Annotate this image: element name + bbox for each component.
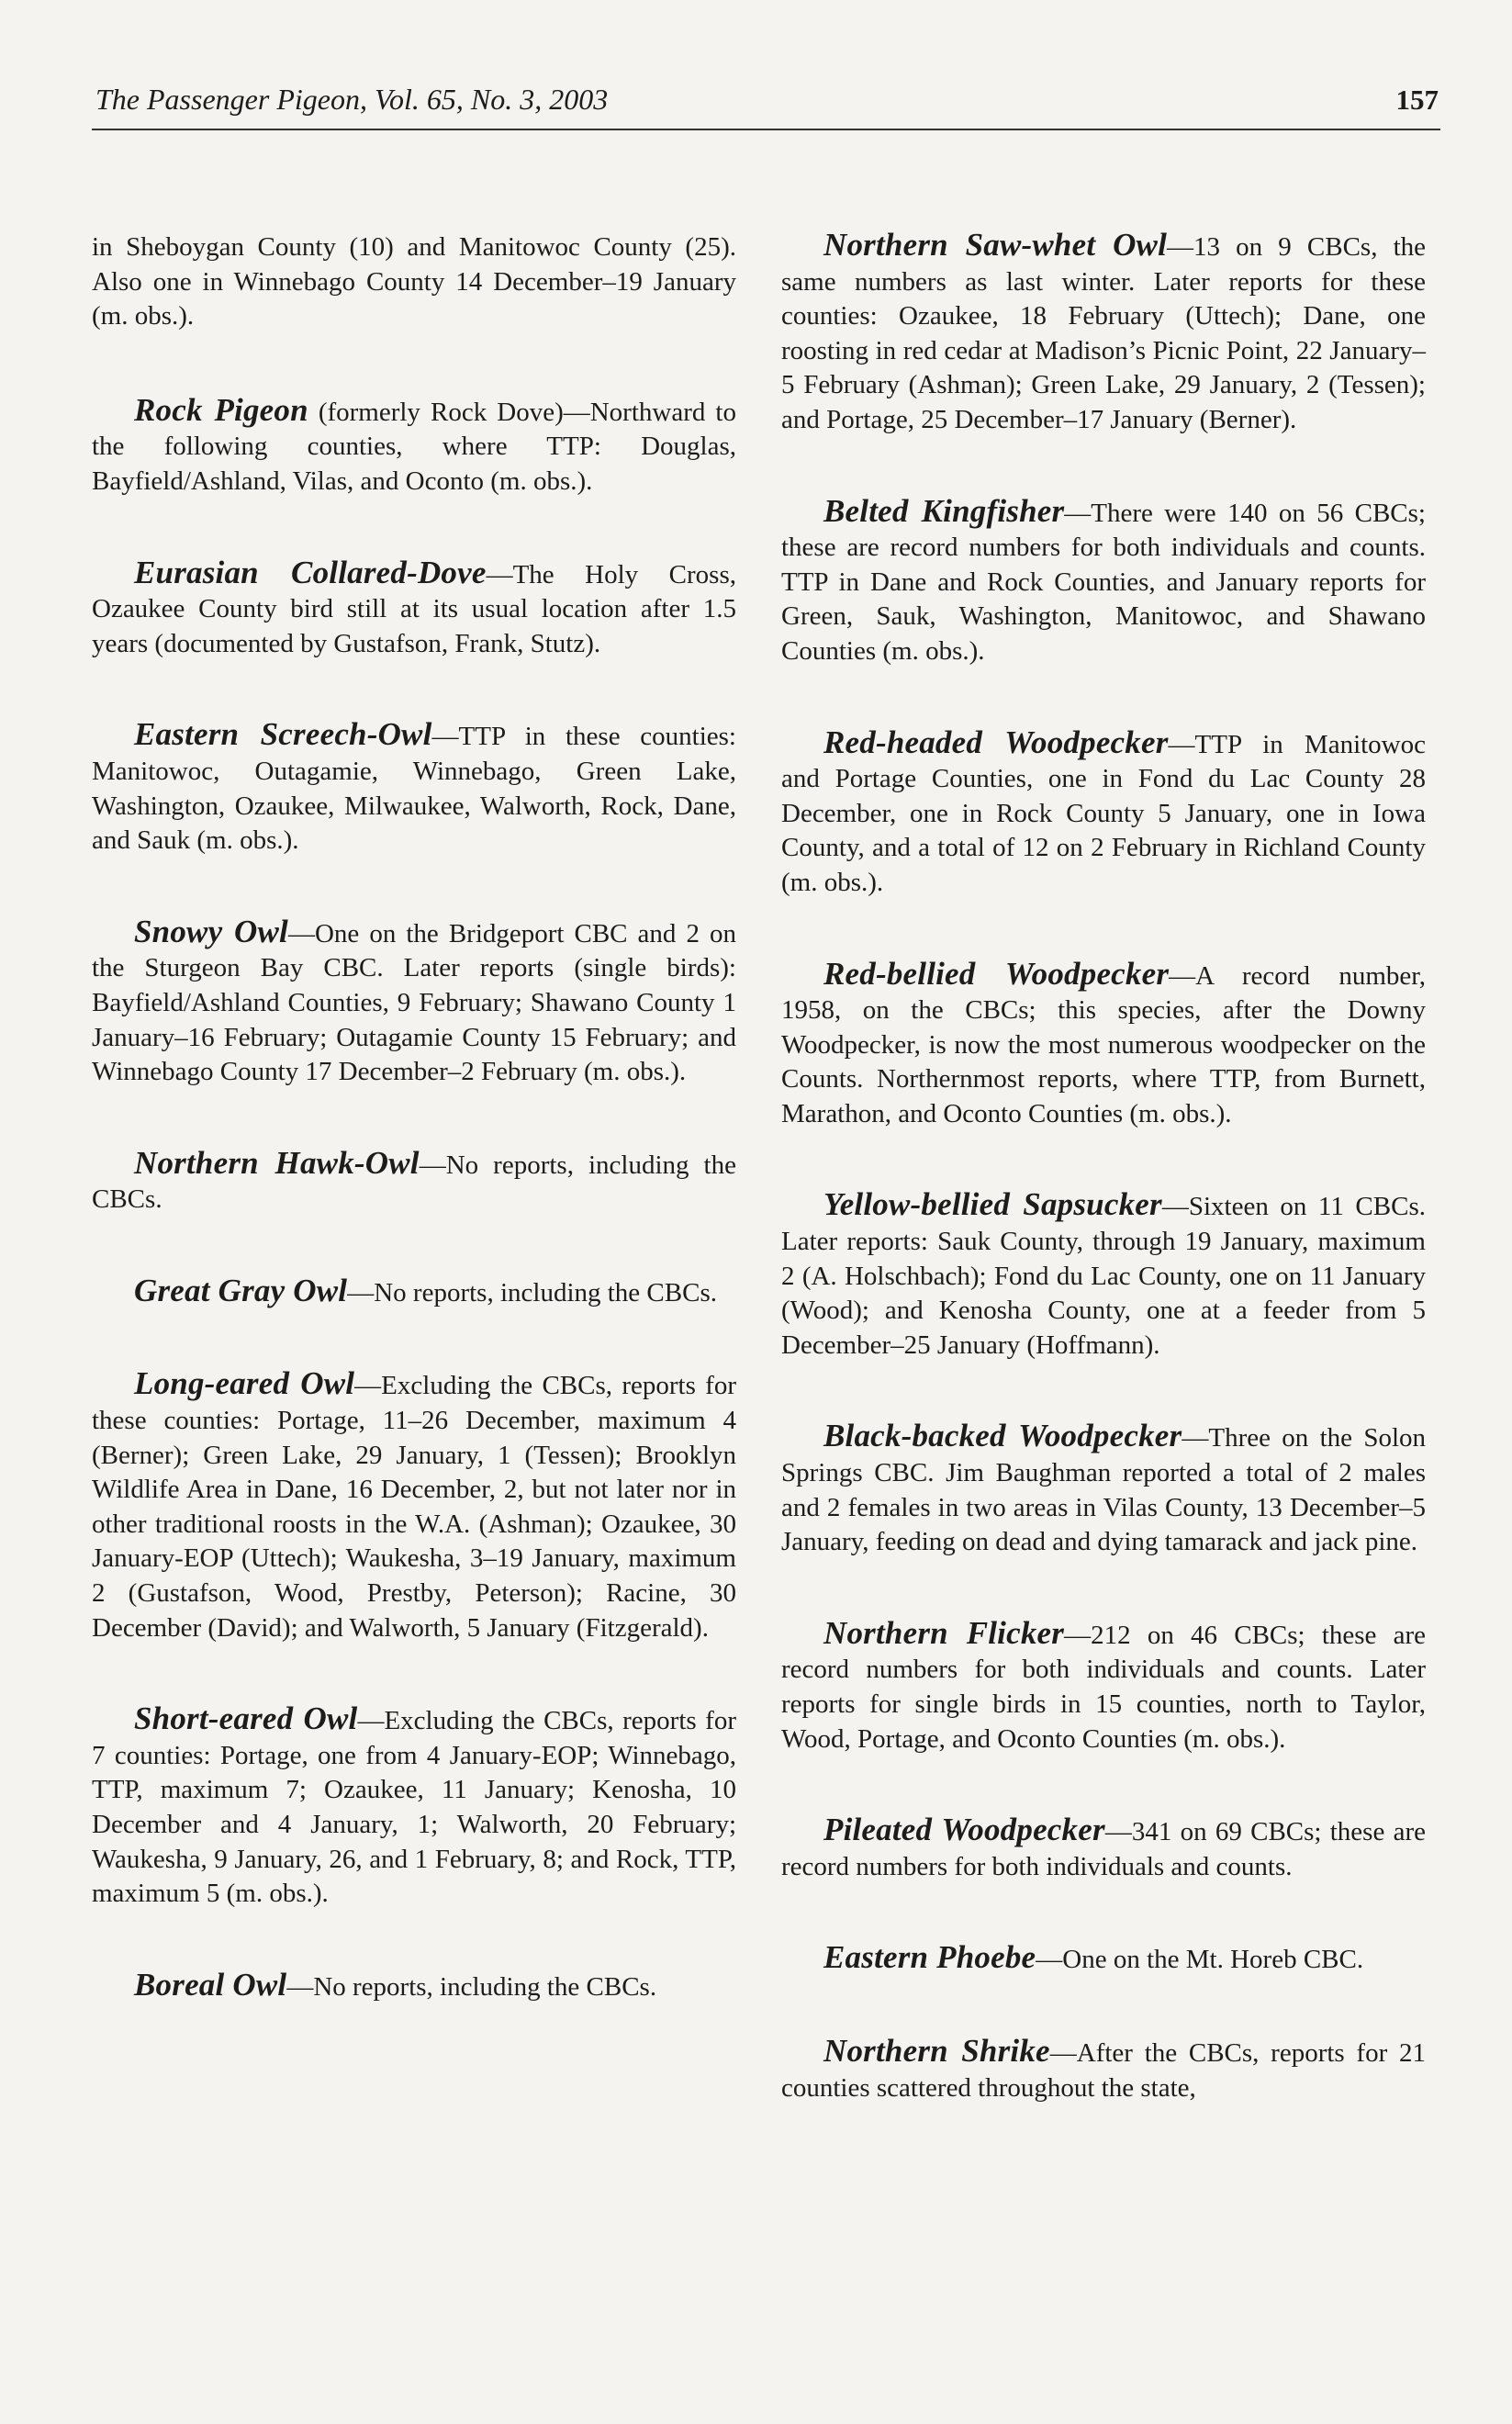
species-entry (781, 957, 1426, 1132)
species-name: Northern Shrike (823, 2032, 1050, 2069)
species-entry (781, 228, 1426, 438)
species-name: Snowy Owl (134, 913, 288, 949)
species-name: Rock Pigeon (134, 391, 308, 428)
left-column (92, 228, 736, 2060)
species-text: —No reports, including the CBCs. (92, 1150, 736, 1215)
species-text: —Excluding the CBCs, reports for 7 counties: Portage, one from 4 January-EOP; Winnebago, TTP, maximum 7; Ozaukee, 11 January; Kenosha, 10 December and 4 January, 1; Walworth, 20 February; Waukesha, 9 January, 26, and 1 February, 8; and Rock, TTP, maximum 5 (m. obs.). (92, 1706, 736, 1909)
species-entry (781, 1940, 1426, 1978)
species-text: —No reports, including the CBCs. (286, 1971, 657, 2002)
species-text: —212 on 46 CBCs; these are record numbers for both individuals and counts. Later reports for single birds in 15 counties, north to Taylor, Wood, Portage, and Oconto Counties (m. obs.). (781, 1620, 1427, 1754)
species-name: Belted Kingfisher (823, 492, 1065, 529)
species-text: —One on the Bridgeport CBC and 2 on the Sturgeon Bay CBC. Later reports (single birds): Bayfield/Ashland Counties, 9 February; Shawano County 1 January–16 February; Outagamie County 15 February; and Winnebago County 17 December–2 February (m. obs.). (92, 918, 736, 1087)
running-head (95, 83, 1439, 117)
species-name: Eastern Screech-Owl (134, 716, 432, 753)
species-entry (92, 1274, 736, 1311)
species-text: in Sheboygan County (10) and Manitowoc County (25). Also one in Winnebago County 14 December–19 January (m. obs.). (92, 232, 736, 331)
species-entry (781, 725, 1426, 901)
species-name: Northern Saw-whet Owl (823, 227, 1168, 263)
species-text: —A record number, 1958, on the CBCs; this species, after the Downy Woodpecker, is now the most numerous woodpecker on the Counts. Northernmost reports, where TTP, from Burnett, Marathon, and Oconto Counties (m. obs.). (781, 960, 1426, 1128)
species-name: Black-backed Woodpecker (823, 1418, 1182, 1454)
species-entry (92, 1968, 736, 2005)
species-name: Northern Hawk-Owl (134, 1144, 420, 1181)
species-text: —Three on the Solon Springs CBC. Jim Baughman reported a total of 2 males and 2 females in two areas in Vilas County, 13 December–5 January, feeding on dead and dying tamarack and jack pine. (781, 1423, 1427, 1557)
species-name: Great Gray Owl (134, 1272, 348, 1308)
species-entry (781, 1812, 1426, 1884)
species-name: Red-headed Woodpecker (823, 724, 1169, 760)
species-name: Yellow-bellied Sapsucker (823, 1186, 1162, 1223)
journal-citation: The Passenger Pigeon, Vol. 65, No. 3, 2003 (95, 83, 609, 116)
species-entry (92, 1146, 736, 1218)
species-name: Boreal Owl (134, 1966, 287, 2003)
species-text: —No reports, including the CBCs. (347, 1277, 717, 1307)
species-text: —13 on 9 CBCs, the same numbers as last winter. Later reports for these counties: Ozaukee, 18 February (Uttech); Dane, one roosting in red cedar at Madison’s Picnic Point, 22 January–5 February (Ashman); Green Lake, 29 January, 2 (Tessen); and Portage, 25 December–17 January (Berner). (781, 232, 1426, 434)
species-entry (92, 228, 736, 334)
header-rule (92, 129, 1440, 130)
species-entry (92, 915, 736, 1090)
species-entry (92, 556, 736, 662)
species-text: (formerly Rock Dove)—Northward to the following counties, where TTP: Douglas, Bayfield/Ashland, Vilas, and Oconto (m. obs.). (92, 397, 736, 496)
species-text: —341 on 69 CBCs; these are record numbers for both individuals and counts. (781, 1817, 1426, 1881)
species-text: —There were 140 on 56 CBCs; these are record numbers for both individuals and counts. TTP in Dane and Rock Counties, and January reports for Green, Sauk, Washington, Manitowoc, and Shawano Counties (m. obs.). (781, 498, 1426, 666)
species-entry (92, 1701, 736, 1912)
species-entry (781, 2034, 1426, 2105)
species-entry (781, 494, 1426, 669)
species-name: Long-eared Owl (134, 1365, 355, 1402)
species-entry (92, 1366, 736, 1645)
species-text: —TTP in Manitowoc and Portage Counties, one in Fond du Lac County 28 December, one in Rock County 5 January, one in Iowa County, and a total of 12 on 2 February in Richland County (m. obs.). (781, 729, 1426, 897)
species-text: —The Holy Cross, Ozaukee County bird still at its usual location after 1.5 years (documented by Gustafson, Frank, Stutz). (92, 559, 736, 658)
species-text: —TTP in these counties: Manitowoc, Outagamie, Winnebago, Green Lake, Washington, Ozaukee, Milwaukee, Walworth, Rock, Dane, and Sauk (m. obs.). (92, 722, 736, 856)
species-entry (92, 717, 736, 858)
species-name: Red-bellied Woodpecker (823, 955, 1170, 992)
species-name: Northern Flicker (823, 1614, 1065, 1651)
species-name: Eurasian Collared-Dove (134, 554, 487, 590)
species-text: —Excluding the CBCs, reports for these counties: Portage, 11–26 December, maximum 4 (Berner); Green Lake, 29 January, 1 (Tessen); Brooklyn Wildlife Area in Dane, 16 December, 2, but not later nor in other traditional roosts in the W.A. (Ashman); Ozaukee, 30 January-EOP (Uttech); Waukesha, 3–19 January, maximum 2 (Gustafson, Wood, Prestby, Peterson); Racine, 30 December (David); and Walworth, 5 January (Fitzgerald). (92, 1371, 736, 1643)
right-column (781, 228, 1426, 2161)
species-text: —One on the Mt. Horeb CBC. (1036, 1945, 1364, 1975)
species-name: Eastern Phoebe (823, 1939, 1036, 1976)
species-text: —Sixteen on 11 CBCs. Later reports: Sauk County, through 19 January, maximum 2 (A. Holschbach); Fond du Lac County, one on 11 January (Wood); and Kenosha County, one at a feeder from 5 December–25 January (Hoffmann). (781, 1192, 1426, 1360)
species-entry (781, 1419, 1426, 1559)
page-number: 157 (1395, 84, 1439, 116)
species-entry (92, 393, 736, 499)
species-entry (781, 1616, 1426, 1756)
species-name: Short-eared Owl (134, 1700, 358, 1737)
species-name: Pileated Woodpecker (823, 1812, 1105, 1848)
species-entry (781, 1187, 1426, 1363)
species-text: —After the CBCs, reports for 21 counties scattered throughout the state, (781, 2037, 1426, 2103)
